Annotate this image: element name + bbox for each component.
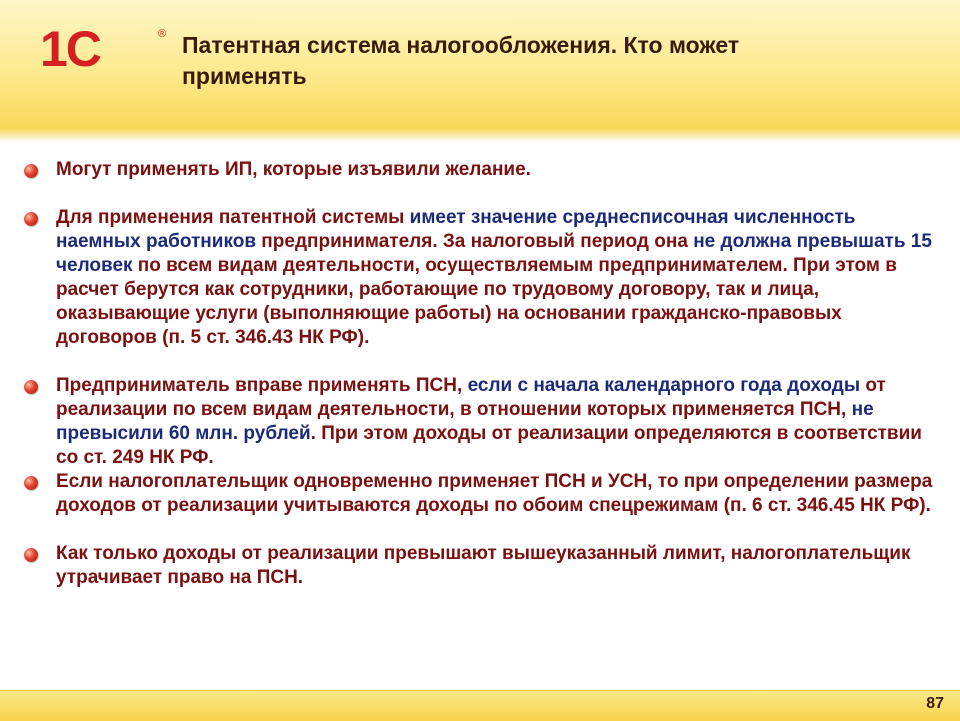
list-item xyxy=(20,158,940,182)
header-fade xyxy=(0,128,960,142)
item-segment: Могут применять ИП, которые изъявили желание. xyxy=(56,159,531,180)
item-text xyxy=(56,543,911,588)
page-number: 87 xyxy=(926,695,944,712)
item-segment: . При этом доходы от реализации определяются в соответствии со ст. 249 НК РФ. xyxy=(56,423,922,468)
logo-1c xyxy=(40,21,168,77)
item-segment-emphasis: не превысили 60 млн. рублей xyxy=(56,399,874,444)
item-segment-emphasis: не должна превышать 15 человек xyxy=(56,231,932,276)
item-text xyxy=(56,375,922,468)
item-segment: от реализации по всем видам деятельности, в отношении которых применяется ПСН, xyxy=(56,375,886,420)
item-segment-emphasis: если с начала календарного года доходы xyxy=(467,375,861,396)
bullet-list xyxy=(20,158,940,590)
bullet-icon xyxy=(24,476,38,490)
item-segment: предпринимателя. За налоговый период она xyxy=(256,231,694,252)
item-segment: Если налогоплательщик одновременно применяет ПСН и УСН, то при определении размера доходов от реализации учитываются доходы по обоим спецрежимам (п. 6 ст. 346.45 НК РФ). xyxy=(56,471,933,516)
bullet-icon xyxy=(24,212,38,226)
bullet-icon xyxy=(24,164,38,178)
bullet-icon xyxy=(24,380,38,394)
item-segment: по всем видам деятельности, осуществляемым предпринимателем. При этом в расчет берутся как сотрудники, работающие по трудовому договору, так и лица, оказывающие услуги (выполняющие работы) на основании гражданско-правовых договоров (п. 5 ст. 346.43 НК РФ). xyxy=(56,255,897,348)
item-segment: Как только доходы от реализации превышают вышеуказанный лимит, налогоплательщик утрачивает право на ПСН. xyxy=(56,543,911,588)
list-item xyxy=(20,374,940,470)
slide-footer xyxy=(0,690,960,721)
slide-title: Патентная система налогообложения. Кто может применять xyxy=(182,32,740,89)
item-text xyxy=(56,159,531,180)
bullet-icon xyxy=(24,548,38,562)
item-segment-emphasis: имеет значение среднесписочная численность наемных работников xyxy=(56,207,856,252)
item-segment: Для применения патентной системы xyxy=(56,207,410,228)
list-item xyxy=(20,470,940,518)
item-text xyxy=(56,207,932,348)
item-segment: Предприниматель вправе применять ПСН, xyxy=(56,375,468,396)
item-text xyxy=(56,471,932,516)
logo-text: 1С xyxy=(40,21,100,77)
list-item xyxy=(20,542,940,590)
registered-mark: ® xyxy=(158,28,167,40)
list-item xyxy=(20,206,940,350)
